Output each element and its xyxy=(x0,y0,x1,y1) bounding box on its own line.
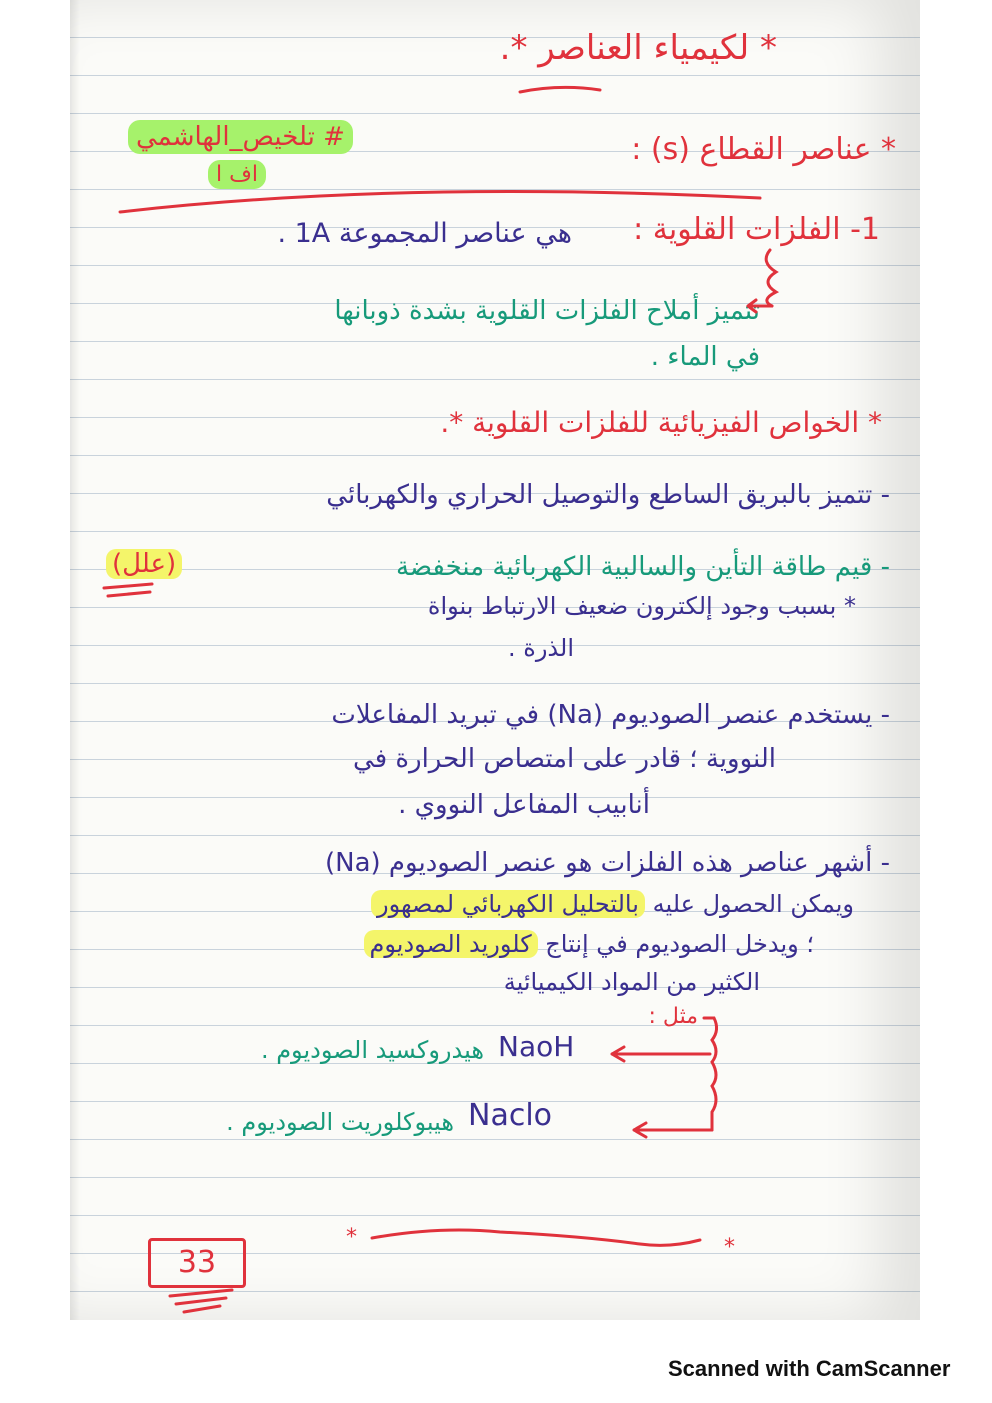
property-item-ionization: - قيم طاقة التأين والسالبية الكهربائية منخفضة xyxy=(395,552,890,582)
scanner-watermark: Scanned with CamScanner xyxy=(668,1356,951,1381)
section-divider xyxy=(120,192,760,212)
example-arrow-2 xyxy=(634,1123,712,1137)
sodium-line3-text: ؛ ويدخل الصوديوم في إنتاج xyxy=(545,930,814,958)
alkali-solubility-note: تتميز أملاح الفلزات القلوية بشدة ذوبانها xyxy=(334,296,760,326)
title-underline xyxy=(520,87,600,92)
author-note-line1: # تلخيص_الهاشمي xyxy=(128,120,353,154)
sodium-line2-text: ويمكن الحصول عليه xyxy=(652,890,854,918)
example-formula-1: NaoH xyxy=(498,1030,575,1063)
alkali-definition: هي عناصر المجموعة 1A . xyxy=(277,218,572,249)
author-note-line2-text: اف ا xyxy=(208,160,266,189)
sodium-cooling-line1: - يستخدم عنصر الصوديوم (Na) في تبريد المفاعلات xyxy=(331,700,890,730)
example-name-1: هيدروكسيد الصوديوم . xyxy=(260,1036,484,1064)
example-name-2: هيبوكلوريت الصوديوم . xyxy=(226,1108,454,1136)
example-label: مثل : xyxy=(648,1004,698,1029)
pagenum-underline-1 xyxy=(170,1290,232,1296)
pagenum-underline-2 xyxy=(176,1298,226,1304)
section-heading: * عناصر القطاع (s) : xyxy=(631,132,896,167)
property-reason-cont: الذرة . xyxy=(508,634,574,662)
end-divider xyxy=(372,1230,700,1245)
sodium-cooling-line3: أنابيب المفاعل النووي . xyxy=(398,790,650,820)
pagenum-underline-3 xyxy=(184,1306,220,1312)
alkali-heading: 1- الفلزات القلوية : xyxy=(633,212,880,247)
sodium-line3-highlight: كلوريد الصوديوم xyxy=(364,930,538,958)
sodium-line2-highlight: بالتحليل الكهربائي لمصهور xyxy=(371,890,645,918)
badge-underline-2 xyxy=(108,592,150,596)
reason-badge-text: (علل) xyxy=(106,549,182,579)
page-number: 33 xyxy=(148,1238,246,1288)
example-formula-2: Naclo xyxy=(468,1098,553,1133)
sodium-line1: - أشهر عناصر هذه الفلزات هو عنصر الصوديوم (Na) xyxy=(324,848,890,878)
physical-properties-heading: * الخواص الفيزيائية للفلزات القلوية *. xyxy=(440,406,882,439)
example-arrow-1 xyxy=(612,1047,710,1061)
badge-underline-1 xyxy=(104,584,152,588)
page-title: * لكيمياء العناصر *. xyxy=(499,28,777,68)
example-bracket xyxy=(704,1018,717,1130)
property-reason: * بسبب وجود إلكترون ضعيف الارتباط بنواة xyxy=(427,592,856,620)
sodium-line4: الكثير من المواد الكيميائية xyxy=(503,968,760,996)
sodium-cooling-line2: النووية ؛ قادر على امتصاص الحرارة في xyxy=(353,744,776,774)
property-item-luster: - تتميز بالبريق الساطع والتوصيل الحراري والكهربائي xyxy=(326,480,890,510)
alkali-solubility-note-cont: في الماء . xyxy=(650,342,760,372)
end-star-right: * xyxy=(724,1235,735,1260)
curly-brace-icon xyxy=(766,250,776,306)
end-star-left: * xyxy=(346,1225,357,1250)
